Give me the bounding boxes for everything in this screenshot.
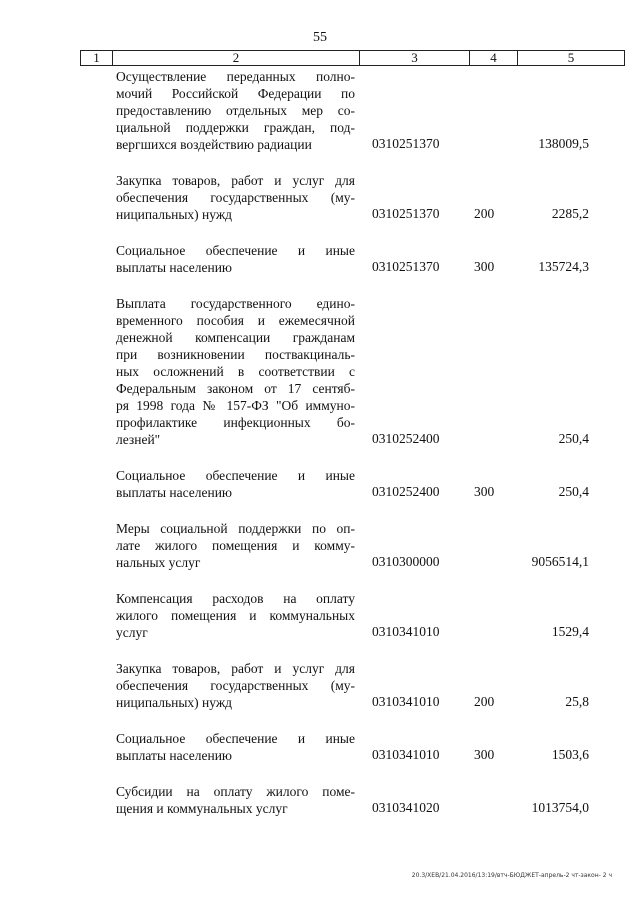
- row-code: 0310251370: [372, 259, 440, 274]
- row-amount: 2285,2: [551, 206, 589, 221]
- description-line: мочий Российской Федерации по: [116, 86, 355, 101]
- description-line: нальных услуг: [116, 555, 201, 570]
- table-row: [0, 68, 640, 153]
- description-line: выплаты населению: [116, 485, 233, 500]
- row-amount: 9056514,1: [531, 554, 589, 569]
- description-line: выплаты населению: [116, 748, 233, 763]
- description-line: профилактике инфекционных бо-: [116, 415, 355, 430]
- description-line: ря 1998 года № 157-ФЗ "Об иммуно-: [116, 398, 355, 413]
- table-row: [0, 783, 640, 817]
- row-expense-type: 200: [474, 694, 495, 709]
- row-amount: 250,4: [558, 431, 589, 446]
- description-line: ных осложнений в соответствии с: [116, 364, 355, 379]
- row-code: 0310341010: [372, 694, 440, 709]
- table-row: [0, 242, 640, 276]
- row-description: [116, 172, 355, 223]
- row-expense-type: 300: [474, 484, 495, 499]
- table-row: [0, 730, 640, 764]
- page-number: 55: [313, 30, 327, 45]
- row-amount: 1529,4: [551, 624, 589, 639]
- row-amount: 135724,3: [538, 259, 589, 274]
- table-row: [0, 295, 640, 448]
- description-line: Федеральным законом от 17 сентяб-: [116, 381, 355, 396]
- row-amount: 138009,5: [538, 136, 589, 151]
- description-line: лате жилого помещения и комму-: [116, 538, 355, 553]
- description-line: предоставлению отдельных мер со-: [116, 103, 355, 118]
- row-code: 0310252400: [372, 431, 440, 446]
- row-description: [116, 467, 355, 501]
- description-line: Социальное обеспечение и иные: [116, 243, 355, 258]
- row-description: [116, 730, 355, 764]
- row-code: 0310300000: [372, 554, 440, 569]
- table-row: [0, 590, 640, 641]
- description-line: вергшихся воздействию радиации: [116, 137, 312, 152]
- description-line: обеспечения государственных (му-: [116, 190, 355, 205]
- description-line: Социальное обеспечение и иные: [116, 731, 355, 746]
- column-header-2: 2: [113, 51, 360, 65]
- row-description: [116, 660, 355, 711]
- row-code: 0310252400: [372, 484, 440, 499]
- table-row: [0, 660, 640, 711]
- description-line: Осуществление переданных полно-: [116, 69, 355, 84]
- description-line: при возникновении поствакциналь-: [116, 347, 355, 362]
- column-header-3: 3: [360, 51, 470, 65]
- row-expense-type: 200: [474, 206, 495, 221]
- row-code: 0310251370: [372, 136, 440, 151]
- row-amount: 1013754,0: [531, 800, 589, 815]
- table-row: [0, 467, 640, 501]
- row-amount: 25,8: [565, 694, 589, 709]
- description-line: Субсидии на оплату жилого поме-: [116, 784, 355, 799]
- description-line: Меры социальной поддержки по оп-: [116, 521, 355, 536]
- footer-reference: 20.3/ХЕВ/21.04.2016/13:19/втч-БЮДЖЕТ-апрель-2 чт-закон- 2 ч: [411, 872, 612, 879]
- description-line: денежной компенсации гражданам: [116, 330, 355, 345]
- description-line: жилого помещения и коммунальных: [116, 608, 355, 623]
- description-line: ниципальных) нужд: [116, 695, 233, 710]
- row-code: 0310341010: [372, 747, 440, 762]
- description-line: выплаты населению: [116, 260, 233, 275]
- row-description: [116, 590, 355, 641]
- description-line: щения и коммунальных услуг: [116, 801, 288, 816]
- row-amount: 1503,6: [551, 747, 589, 762]
- row-description: [116, 242, 355, 276]
- description-line: обеспечения государственных (му-: [116, 678, 355, 693]
- description-line: циальной поддержки граждан, под-: [116, 120, 355, 135]
- row-amount: 250,4: [558, 484, 589, 499]
- row-code: 0310251370: [372, 206, 440, 221]
- row-description: [116, 783, 355, 817]
- row-description: [116, 295, 355, 448]
- description-line: лезней": [116, 432, 161, 447]
- row-expense-type: 300: [474, 747, 495, 762]
- description-line: ниципальных) нужд: [116, 207, 233, 222]
- description-line: услуг: [116, 625, 148, 640]
- table-header: [80, 50, 625, 66]
- table-row: [0, 172, 640, 223]
- column-header-5: 5: [567, 50, 575, 65]
- description-line: Закупка товаров, работ и услуг для: [116, 661, 355, 676]
- description-line: Закупка товаров, работ и услуг для: [116, 173, 355, 188]
- row-code: 0310341010: [372, 624, 440, 639]
- description-line: Социальное обеспечение и иные: [116, 468, 355, 483]
- column-header-4: 4: [470, 51, 518, 65]
- column-header-1: 1: [81, 51, 113, 65]
- description-line: Компенсация расходов на оплату: [116, 591, 355, 606]
- row-expense-type: 300: [474, 259, 495, 274]
- row-description: [116, 520, 355, 571]
- description-line: временного пособия и ежемесячной: [116, 313, 355, 328]
- row-description: [116, 68, 355, 153]
- row-code: 0310341020: [372, 800, 440, 815]
- table-row: [0, 520, 640, 571]
- description-line: Выплата государственного едино-: [116, 296, 355, 311]
